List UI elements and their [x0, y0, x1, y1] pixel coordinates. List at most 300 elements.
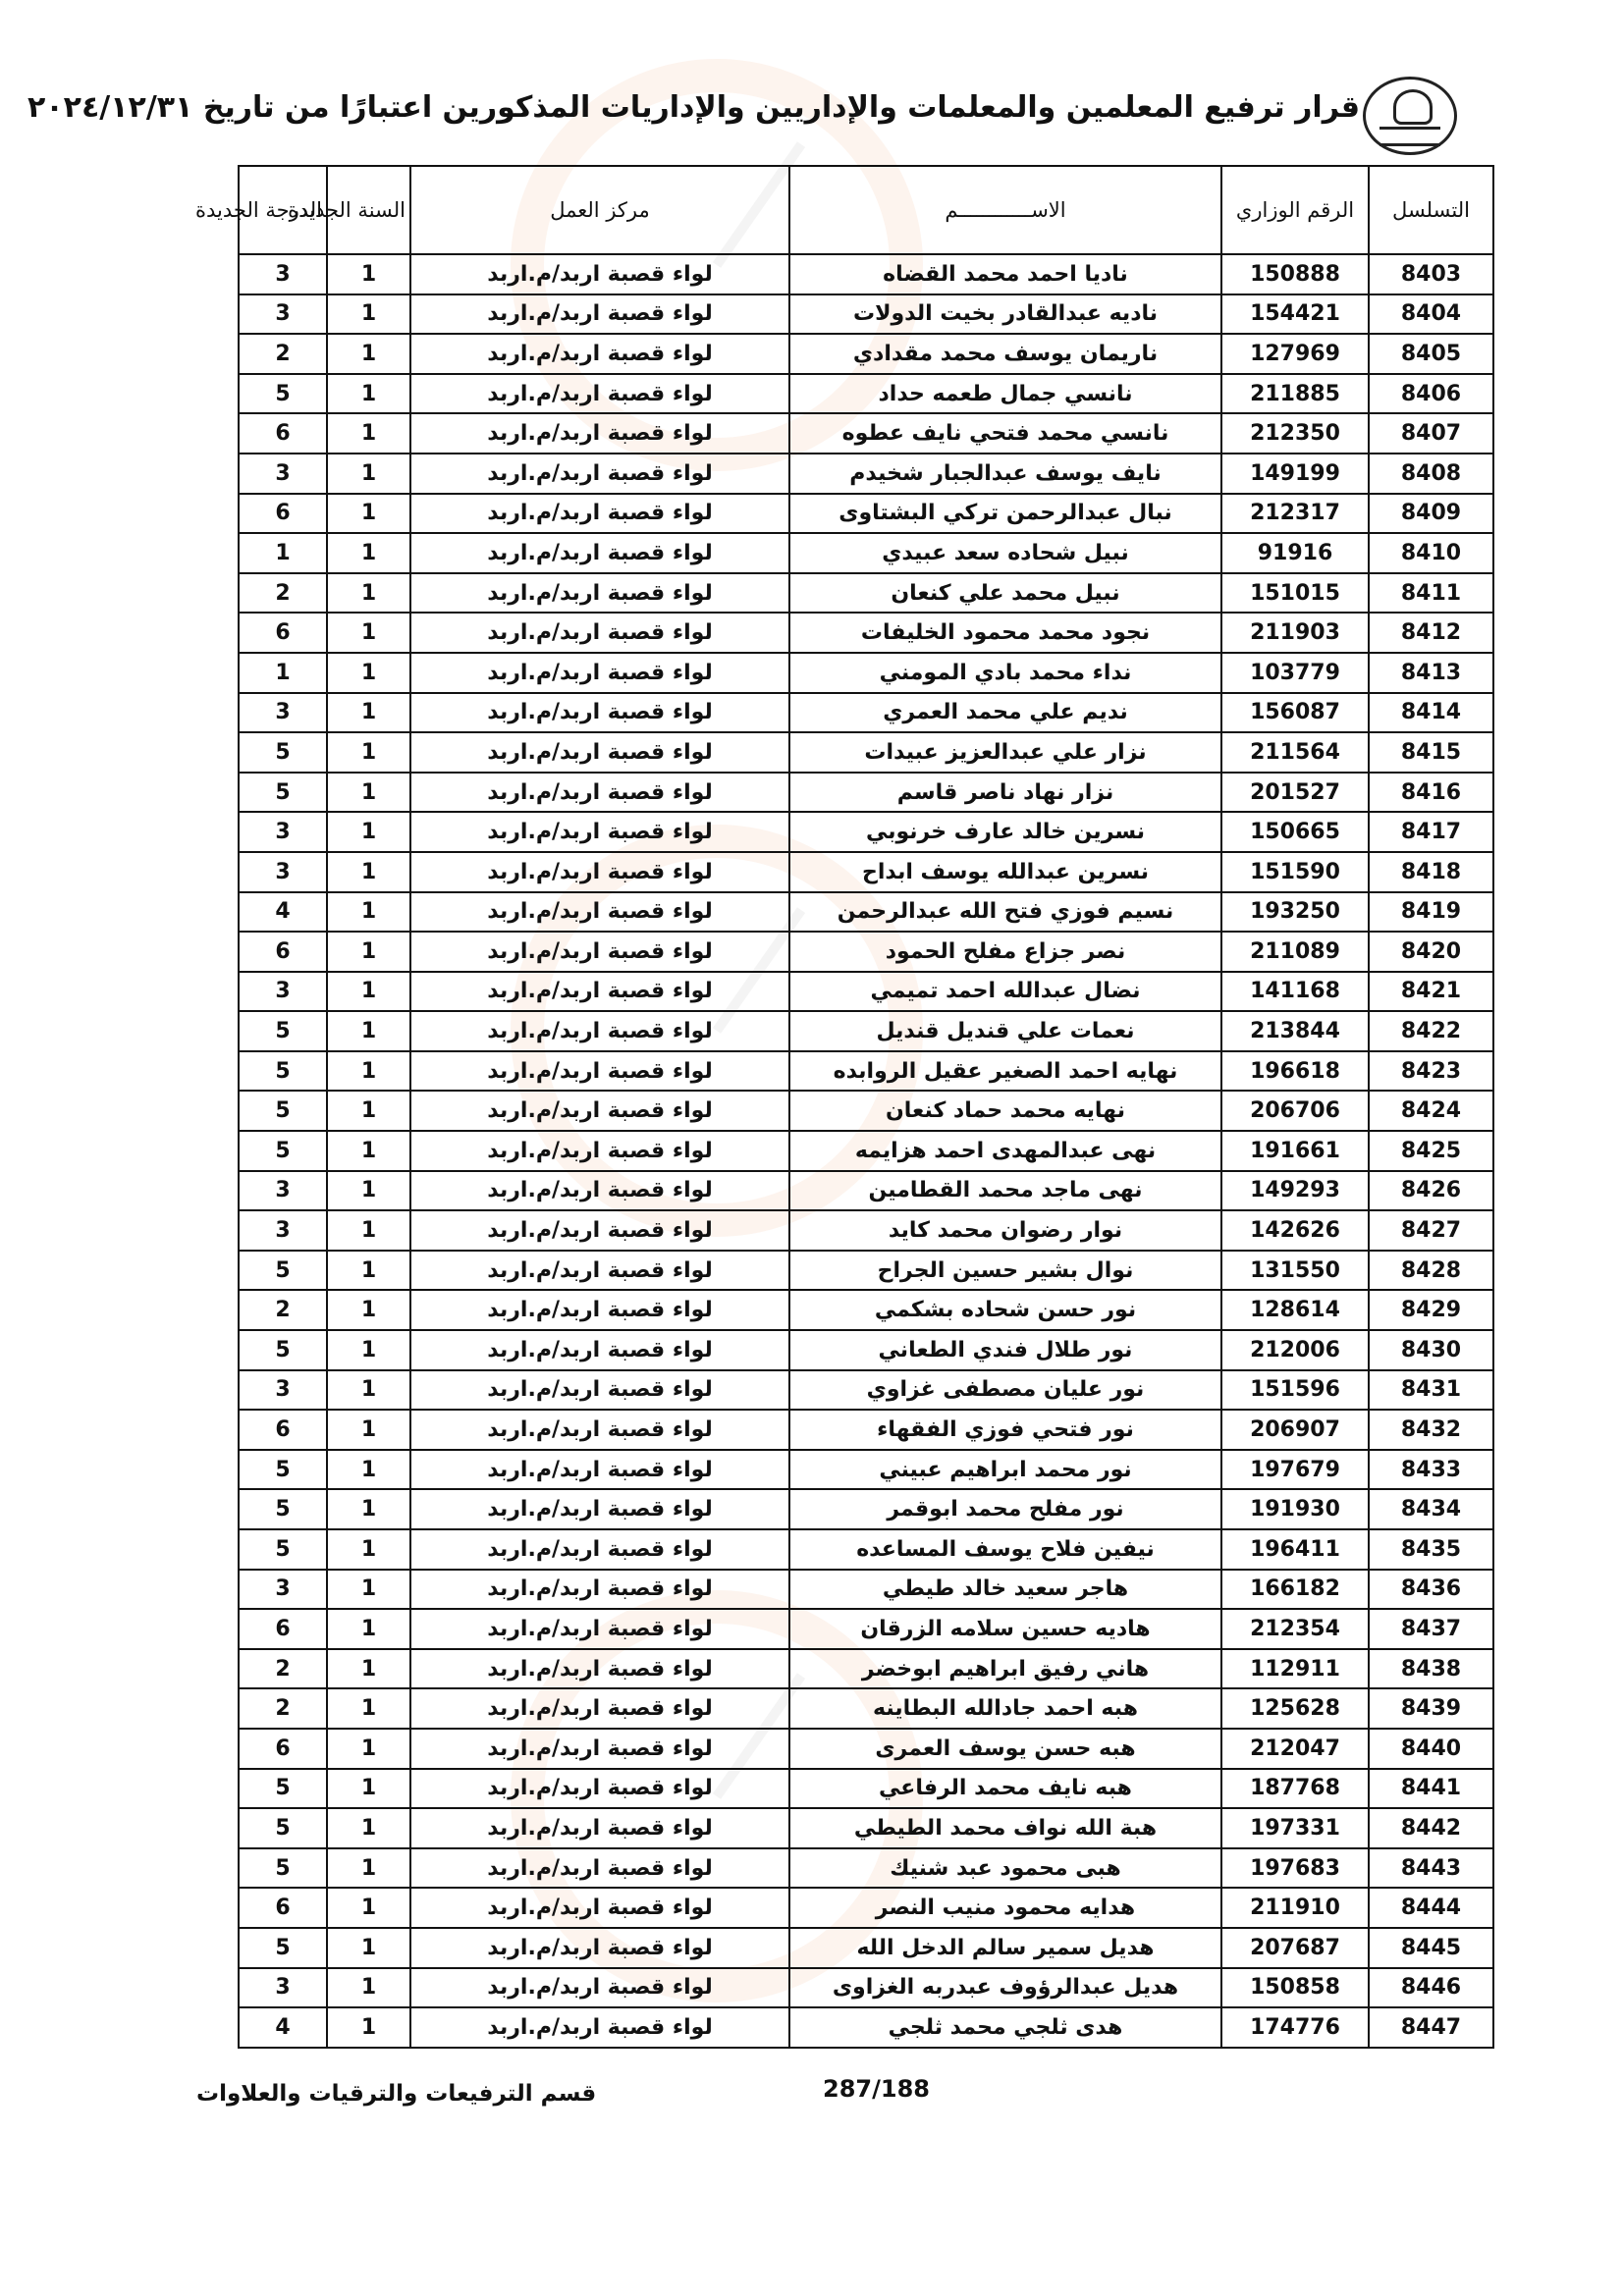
cell-name: نانسي محمد فتحي نايف عطوه: [789, 413, 1221, 454]
cell-name: نسرين خالد عارف خرنوبي: [789, 812, 1221, 852]
promotions-table: [195, 165, 1494, 2049]
cell-serial: 8446: [1369, 1968, 1493, 2008]
cell-work-center: لواء قصبة اربد/م.اربد: [410, 732, 789, 773]
cell-name: نور عليان مصطفى غزاوي: [789, 1370, 1221, 1411]
cell-new-grade: 5: [239, 1330, 327, 1370]
cell-serial: 8426: [1369, 1171, 1493, 1211]
cell-name: نزار نهاد ناصر قاسم: [789, 773, 1221, 813]
cell-new-grade: 2: [239, 334, 327, 374]
cell-serial: 8442: [1369, 1808, 1493, 1848]
cell-work-center: لواء قصبة اربد/م.اربد: [410, 1609, 789, 1649]
cell-new-year: 1: [327, 2007, 410, 2048]
cell-serial: 8423: [1369, 1051, 1493, 1092]
table-row: [239, 494, 1493, 534]
cell-name: هبى محمود عبد شنيك: [789, 1848, 1221, 1889]
cell-new-year: 1: [327, 334, 410, 374]
cell-new-year: 1: [327, 1769, 410, 1809]
cell-work-center: لواء قصبة اربد/م.اربد: [410, 1529, 789, 1570]
table-row: [239, 1410, 1493, 1450]
cell-new-year: 1: [327, 1450, 410, 1490]
cell-new-year: 1: [327, 573, 410, 614]
cell-serial: 8410: [1369, 533, 1493, 573]
table-row: [239, 374, 1493, 414]
table-row: [239, 1370, 1493, 1411]
table-row: [239, 334, 1493, 374]
cell-ministry-number: 211564: [1221, 732, 1369, 773]
cell-new-grade: 5: [239, 1529, 327, 1570]
table-row: [239, 972, 1493, 1012]
cell-new-year: 1: [327, 1968, 410, 2008]
cell-new-year: 1: [327, 1729, 410, 1769]
cell-name: هبه حسن يوسف العمرى: [789, 1729, 1221, 1769]
table-row: [239, 653, 1493, 693]
cell-work-center: لواء قصبة اربد/م.اربد: [410, 972, 789, 1012]
cell-serial: 8427: [1369, 1210, 1493, 1251]
table-row: [239, 693, 1493, 733]
cell-name: نانسي جمال طعمه حداد: [789, 374, 1221, 414]
cell-work-center: لواء قصبة اربد/م.اربد: [410, 1051, 789, 1092]
cell-name: نزار علي عبدالعزيز عبيدات: [789, 732, 1221, 773]
cell-work-center: لواء قصبة اربد/م.اربد: [410, 294, 789, 335]
cell-work-center: لواء قصبة اربد/م.اربد: [410, 812, 789, 852]
table-row: [239, 294, 1493, 335]
cell-new-grade: 3: [239, 812, 327, 852]
cell-work-center: لواء قصبة اربد/م.اربد: [410, 573, 789, 614]
cell-name: نوال بشير حسين الجراح: [789, 1251, 1221, 1291]
table-row: [239, 1570, 1493, 1610]
cell-new-year: 1: [327, 1888, 410, 1928]
cell-name: نبيل محمد علي كنعان: [789, 573, 1221, 614]
table-body: [239, 254, 1493, 2048]
cell-serial: 8435: [1369, 1529, 1493, 1570]
cell-new-grade: 6: [239, 932, 327, 972]
table-row: [239, 1131, 1493, 1171]
cell-serial: 8405: [1369, 334, 1493, 374]
cell-new-grade: 5: [239, 1928, 327, 1968]
page-title: قرار ترفيع المعلمين والمعلمات والإداريين والإداريات المذكورين اعتبارًا من تاريخ ٢٠٢٤/١٢/٣١: [27, 90, 1360, 125]
cell-serial: 8436: [1369, 1570, 1493, 1610]
table-row: [239, 533, 1493, 573]
cell-name: نديم علي محمد العمري: [789, 693, 1221, 733]
footer-department: قسم الترفيعات والترقيات والعلاوات: [196, 2081, 597, 2107]
cell-new-grade: 5: [239, 1051, 327, 1092]
cell-serial: 8422: [1369, 1011, 1493, 1051]
cell-work-center: لواء قصبة اربد/م.اربد: [410, 1330, 789, 1370]
table-row: [239, 454, 1493, 494]
cell-work-center: لواء قصبة اربد/م.اربد: [410, 254, 789, 294]
cell-name: نداء محمد بادي المومني: [789, 653, 1221, 693]
cell-serial: 8407: [1369, 413, 1493, 454]
cell-work-center: لواء قصبة اربد/م.اربد: [410, 852, 789, 892]
cell-new-grade: 5: [239, 732, 327, 773]
cell-work-center: لواء قصبة اربد/م.اربد: [410, 1649, 789, 1689]
cell-new-grade: 3: [239, 852, 327, 892]
table-row: [239, 1928, 1493, 1968]
table-row: [239, 1808, 1493, 1848]
cell-work-center: لواء قصبة اربد/م.اربد: [410, 1251, 789, 1291]
cell-new-grade: 3: [239, 1171, 327, 1211]
footer-page-number: 287/188: [823, 2075, 930, 2103]
table-row: [239, 852, 1493, 892]
cell-ministry-number: 201527: [1221, 773, 1369, 813]
cell-serial: 8443: [1369, 1848, 1493, 1889]
cell-new-year: 1: [327, 1848, 410, 1889]
cell-new-grade: 2: [239, 1290, 327, 1330]
cell-ministry-number: 112911: [1221, 1649, 1369, 1689]
table-row: [239, 1290, 1493, 1330]
cell-name: نور مفلح محمد ابوقمر: [789, 1489, 1221, 1529]
cell-new-grade: 2: [239, 1649, 327, 1689]
cell-new-grade: 2: [239, 573, 327, 614]
cell-ministry-number: 91916: [1221, 533, 1369, 573]
table-row: [239, 1529, 1493, 1570]
table-row: [239, 732, 1493, 773]
table-row: [239, 2007, 1493, 2048]
header-ministry-number: الرقم الوزاري: [1221, 166, 1369, 254]
cell-serial: 8424: [1369, 1091, 1493, 1131]
cell-new-year: 1: [327, 254, 410, 294]
cell-work-center: لواء قصبة اربد/م.اربد: [410, 1131, 789, 1171]
cell-serial: 8403: [1369, 254, 1493, 294]
header-serial: التسلسل: [1369, 166, 1493, 254]
cell-new-grade: 3: [239, 972, 327, 1012]
cell-work-center: لواء قصبة اربد/م.اربد: [410, 2007, 789, 2048]
cell-ministry-number: 174776: [1221, 2007, 1369, 2048]
cell-serial: 8413: [1369, 653, 1493, 693]
cell-name: هدايه محمود منيب النصر: [789, 1888, 1221, 1928]
cell-serial: 8445: [1369, 1928, 1493, 1968]
cell-name: نعمات علي قنديل قنديل: [789, 1011, 1221, 1051]
cell-name: هبه نايف محمد الرفاعي: [789, 1769, 1221, 1809]
cell-new-grade: 3: [239, 693, 327, 733]
cell-serial: 8433: [1369, 1450, 1493, 1490]
cell-name: نسيم فوزي فتح الله عبدالرحمن: [789, 892, 1221, 933]
cell-name: نور حسن شحاده بشكمي: [789, 1290, 1221, 1330]
cell-ministry-number: 197331: [1221, 1808, 1369, 1848]
cell-name: نور محمد ابراهيم عبيني: [789, 1450, 1221, 1490]
cell-ministry-number: 211885: [1221, 374, 1369, 414]
cell-work-center: لواء قصبة اربد/م.اربد: [410, 693, 789, 733]
cell-ministry-number: 206907: [1221, 1410, 1369, 1450]
table-row: [239, 1489, 1493, 1529]
cell-ministry-number: 141168: [1221, 972, 1369, 1012]
table-row: [239, 892, 1493, 933]
cell-new-year: 1: [327, 1011, 410, 1051]
cell-new-grade: 2: [239, 1688, 327, 1729]
cell-new-grade: 1: [239, 653, 327, 693]
cell-name: نبيل شحاده سعد عبيدي: [789, 533, 1221, 573]
cell-work-center: لواء قصبة اربد/م.اربد: [410, 374, 789, 414]
cell-new-year: 1: [327, 852, 410, 892]
cell-name: هبه احمد جادالله البطاينه: [789, 1688, 1221, 1729]
cell-ministry-number: 150665: [1221, 812, 1369, 852]
cell-serial: 8404: [1369, 294, 1493, 335]
cell-ministry-number: 151015: [1221, 573, 1369, 614]
table-header-row: [239, 166, 1493, 254]
cell-ministry-number: 127969: [1221, 334, 1369, 374]
table-row: [239, 1091, 1493, 1131]
cell-ministry-number: 166182: [1221, 1570, 1369, 1610]
cell-serial: 8421: [1369, 972, 1493, 1012]
cell-new-year: 1: [327, 294, 410, 335]
cell-work-center: لواء قصبة اربد/م.اربد: [410, 1489, 789, 1529]
cell-ministry-number: 128614: [1221, 1290, 1369, 1330]
cell-serial: 8439: [1369, 1688, 1493, 1729]
table-row: [239, 254, 1493, 294]
cell-serial: 8418: [1369, 852, 1493, 892]
table-row: [239, 812, 1493, 852]
cell-serial: 8438: [1369, 1649, 1493, 1689]
cell-new-year: 1: [327, 1370, 410, 1411]
cell-new-grade: 5: [239, 773, 327, 813]
cell-serial: 8428: [1369, 1251, 1493, 1291]
cell-work-center: لواء قصبة اربد/م.اربد: [410, 1570, 789, 1610]
table-row: [239, 1729, 1493, 1769]
cell-serial: 8419: [1369, 892, 1493, 933]
cell-name: نهايه احمد الصغير عقيل الروابده: [789, 1051, 1221, 1092]
cell-work-center: لواء قصبة اربد/م.اربد: [410, 1450, 789, 1490]
cell-name: هدى ثلجي محمد ثلجي: [789, 2007, 1221, 2048]
cell-ministry-number: 191661: [1221, 1131, 1369, 1171]
table-row: [239, 1649, 1493, 1689]
cell-work-center: لواء قصبة اربد/م.اربد: [410, 1011, 789, 1051]
cell-new-year: 1: [327, 454, 410, 494]
cell-new-year: 1: [327, 613, 410, 653]
cell-new-grade: 3: [239, 1570, 327, 1610]
cell-ministry-number: 150888: [1221, 254, 1369, 294]
cell-work-center: لواء قصبة اربد/م.اربد: [410, 613, 789, 653]
cell-ministry-number: 196411: [1221, 1529, 1369, 1570]
cell-new-year: 1: [327, 413, 410, 454]
cell-name: نايف يوسف عبدالجبار شخيدم: [789, 454, 1221, 494]
cell-new-grade: 6: [239, 413, 327, 454]
cell-name: ناريمان يوسف محمد مقدادي: [789, 334, 1221, 374]
cell-new-year: 1: [327, 773, 410, 813]
cell-work-center: لواء قصبة اربد/م.اربد: [410, 932, 789, 972]
cell-name: ناديه عبدالقادر بخيت الدولات: [789, 294, 1221, 335]
cell-work-center: لواء قصبة اربد/م.اربد: [410, 1410, 789, 1450]
cell-serial: 8431: [1369, 1370, 1493, 1411]
table-row: [239, 1888, 1493, 1928]
cell-work-center: لواء قصبة اربد/م.اربد: [410, 1848, 789, 1889]
cell-serial: 8430: [1369, 1330, 1493, 1370]
cell-serial: 8440: [1369, 1729, 1493, 1769]
cell-ministry-number: 149199: [1221, 454, 1369, 494]
cell-name: نبال عبدالرحمن تركي البشتاوى: [789, 494, 1221, 534]
cell-ministry-number: 150858: [1221, 1968, 1369, 2008]
cell-work-center: لواء قصبة اربد/م.اربد: [410, 1729, 789, 1769]
cell-work-center: لواء قصبة اربد/م.اربد: [410, 653, 789, 693]
table-row: [239, 1769, 1493, 1809]
cell-new-year: 1: [327, 892, 410, 933]
cell-new-grade: 5: [239, 1131, 327, 1171]
cell-work-center: لواء قصبة اربد/م.اربد: [410, 1688, 789, 1729]
cell-new-grade: 5: [239, 1011, 327, 1051]
cell-ministry-number: 131550: [1221, 1251, 1369, 1291]
cell-new-grade: 4: [239, 2007, 327, 2048]
cell-new-grade: 5: [239, 1450, 327, 1490]
cell-work-center: لواء قصبة اربد/م.اربد: [410, 1888, 789, 1928]
cell-serial: 8408: [1369, 454, 1493, 494]
cell-new-year: 1: [327, 1410, 410, 1450]
cell-new-year: 1: [327, 1928, 410, 1968]
cell-new-year: 1: [327, 1171, 410, 1211]
cell-new-grade: 3: [239, 1370, 327, 1411]
cell-name: هديل عبدالرؤوف عبدربه الغزاوى: [789, 1968, 1221, 2008]
cell-new-grade: 6: [239, 1410, 327, 1450]
cell-new-grade: 5: [239, 1769, 327, 1809]
cell-new-year: 1: [327, 1091, 410, 1131]
cell-serial: 8416: [1369, 773, 1493, 813]
cell-ministry-number: 154421: [1221, 294, 1369, 335]
cell-name: نجود محمد محمود الخليفات: [789, 613, 1221, 653]
cell-ministry-number: 212047: [1221, 1729, 1369, 1769]
ministry-logo: [1363, 77, 1457, 155]
cell-work-center: لواء قصبة اربد/م.اربد: [410, 1290, 789, 1330]
cell-new-grade: 5: [239, 1251, 327, 1291]
cell-new-year: 1: [327, 812, 410, 852]
cell-ministry-number: 212006: [1221, 1330, 1369, 1370]
table-row: [239, 1968, 1493, 2008]
cell-new-grade: 4: [239, 892, 327, 933]
cell-serial: 8425: [1369, 1131, 1493, 1171]
table-row: [239, 1051, 1493, 1092]
cell-serial: 8414: [1369, 693, 1493, 733]
cell-ministry-number: 151590: [1221, 852, 1369, 892]
cell-new-grade: 3: [239, 454, 327, 494]
cell-serial: 8409: [1369, 494, 1493, 534]
cell-name: نضال عبدالله احمد تميمي: [789, 972, 1221, 1012]
table-row: [239, 1171, 1493, 1211]
cell-new-year: 1: [327, 732, 410, 773]
table-row: [239, 932, 1493, 972]
table-row: [239, 1210, 1493, 1251]
cell-ministry-number: 206706: [1221, 1091, 1369, 1131]
cell-new-grade: 5: [239, 374, 327, 414]
cell-new-grade: 5: [239, 1808, 327, 1848]
cell-ministry-number: 191930: [1221, 1489, 1369, 1529]
cell-new-grade: 6: [239, 494, 327, 534]
cell-new-grade: 6: [239, 1729, 327, 1769]
cell-work-center: لواء قصبة اربد/م.اربد: [410, 494, 789, 534]
cell-work-center: لواء قصبة اربد/م.اربد: [410, 773, 789, 813]
cell-ministry-number: 103779: [1221, 653, 1369, 693]
cell-work-center: لواء قصبة اربد/م.اربد: [410, 533, 789, 573]
table-row: [239, 1251, 1493, 1291]
cell-new-grade: 3: [239, 294, 327, 335]
cell-work-center: لواء قصبة اربد/م.اربد: [410, 1928, 789, 1968]
cell-ministry-number: 196618: [1221, 1051, 1369, 1092]
table-row: [239, 1330, 1493, 1370]
table-row: [239, 1688, 1493, 1729]
cell-ministry-number: 151596: [1221, 1370, 1369, 1411]
cell-name: نهى ماجد محمد القطامين: [789, 1171, 1221, 1211]
cell-ministry-number: 212354: [1221, 1609, 1369, 1649]
table-row: [239, 773, 1493, 813]
cell-new-year: 1: [327, 1649, 410, 1689]
cell-ministry-number: 197679: [1221, 1450, 1369, 1490]
cell-name: نصر جزاع مفلح الحمود: [789, 932, 1221, 972]
cell-serial: 8415: [1369, 732, 1493, 773]
cell-new-year: 1: [327, 972, 410, 1012]
table-row: [239, 613, 1493, 653]
table-row: [239, 1011, 1493, 1051]
cell-ministry-number: 211910: [1221, 1888, 1369, 1928]
cell-name: نسرين عبدالله يوسف ابداح: [789, 852, 1221, 892]
cell-new-year: 1: [327, 1489, 410, 1529]
cell-name: نور فتحي فوزي الفقهاء: [789, 1410, 1221, 1450]
cell-work-center: لواء قصبة اربد/م.اربد: [410, 1968, 789, 2008]
cell-new-grade: 5: [239, 1489, 327, 1529]
cell-work-center: لواء قصبة اربد/م.اربد: [410, 454, 789, 494]
cell-serial: 8441: [1369, 1769, 1493, 1809]
cell-ministry-number: 211089: [1221, 932, 1369, 972]
table-row: [239, 1848, 1493, 1889]
cell-serial: 8411: [1369, 573, 1493, 614]
cell-new-year: 1: [327, 1570, 410, 1610]
cell-serial: 8406: [1369, 374, 1493, 414]
cell-work-center: لواء قصبة اربد/م.اربد: [410, 1171, 789, 1211]
cell-ministry-number: 125628: [1221, 1688, 1369, 1729]
cell-name: هاديه حسين سلامه الزرقان: [789, 1609, 1221, 1649]
cell-work-center: لواء قصبة اربد/م.اربد: [410, 1808, 789, 1848]
cell-name: نوار رضوان محمد كايد: [789, 1210, 1221, 1251]
cell-new-year: 1: [327, 693, 410, 733]
table-row: [239, 573, 1493, 614]
cell-name: ناديا احمد محمد القضاه: [789, 254, 1221, 294]
cell-serial: 8434: [1369, 1489, 1493, 1529]
cell-work-center: لواء قصبة اربد/م.اربد: [410, 1091, 789, 1131]
cell-new-grade: 5: [239, 1848, 327, 1889]
cell-new-year: 1: [327, 1529, 410, 1570]
cell-work-center: لواء قصبة اربد/م.اربد: [410, 892, 789, 933]
cell-ministry-number: 187768: [1221, 1769, 1369, 1809]
cell-new-year: 1: [327, 1131, 410, 1171]
cell-name: نهى عبدالمهدى احمد هزايمه: [789, 1131, 1221, 1171]
cell-new-grade: 5: [239, 1091, 327, 1131]
cell-new-year: 1: [327, 1251, 410, 1291]
cell-new-grade: 1: [239, 533, 327, 573]
cell-serial: 8412: [1369, 613, 1493, 653]
header-name: الاســــــــــــم: [789, 166, 1221, 254]
cell-ministry-number: 193250: [1221, 892, 1369, 933]
header-new-grade: الدرجة الجديدة: [239, 166, 327, 254]
cell-work-center: لواء قصبة اربد/م.اربد: [410, 413, 789, 454]
cell-work-center: لواء قصبة اربد/م.اربد: [410, 334, 789, 374]
cell-ministry-number: 211903: [1221, 613, 1369, 653]
cell-new-grade: 6: [239, 613, 327, 653]
cell-name: هديل سمير سالم الدخل الله: [789, 1928, 1221, 1968]
cell-new-grade: 6: [239, 1609, 327, 1649]
cell-new-grade: 6: [239, 1888, 327, 1928]
cell-new-year: 1: [327, 1330, 410, 1370]
cell-serial: 8420: [1369, 932, 1493, 972]
cell-name: هاني رفيق ابراهيم ابوخضر: [789, 1649, 1221, 1689]
cell-new-grade: 3: [239, 1968, 327, 2008]
cell-ministry-number: 149293: [1221, 1171, 1369, 1211]
cell-new-year: 1: [327, 1290, 410, 1330]
cell-new-year: 1: [327, 533, 410, 573]
cell-ministry-number: 212317: [1221, 494, 1369, 534]
table-row: [239, 413, 1493, 454]
cell-serial: 8432: [1369, 1410, 1493, 1450]
cell-name: هبة الله نواف محمد الطيطي: [789, 1808, 1221, 1848]
cell-ministry-number: 207687: [1221, 1928, 1369, 1968]
cell-new-grade: 3: [239, 254, 327, 294]
cell-ministry-number: 213844: [1221, 1011, 1369, 1051]
cell-work-center: لواء قصبة اربد/م.اربد: [410, 1769, 789, 1809]
cell-serial: 8429: [1369, 1290, 1493, 1330]
